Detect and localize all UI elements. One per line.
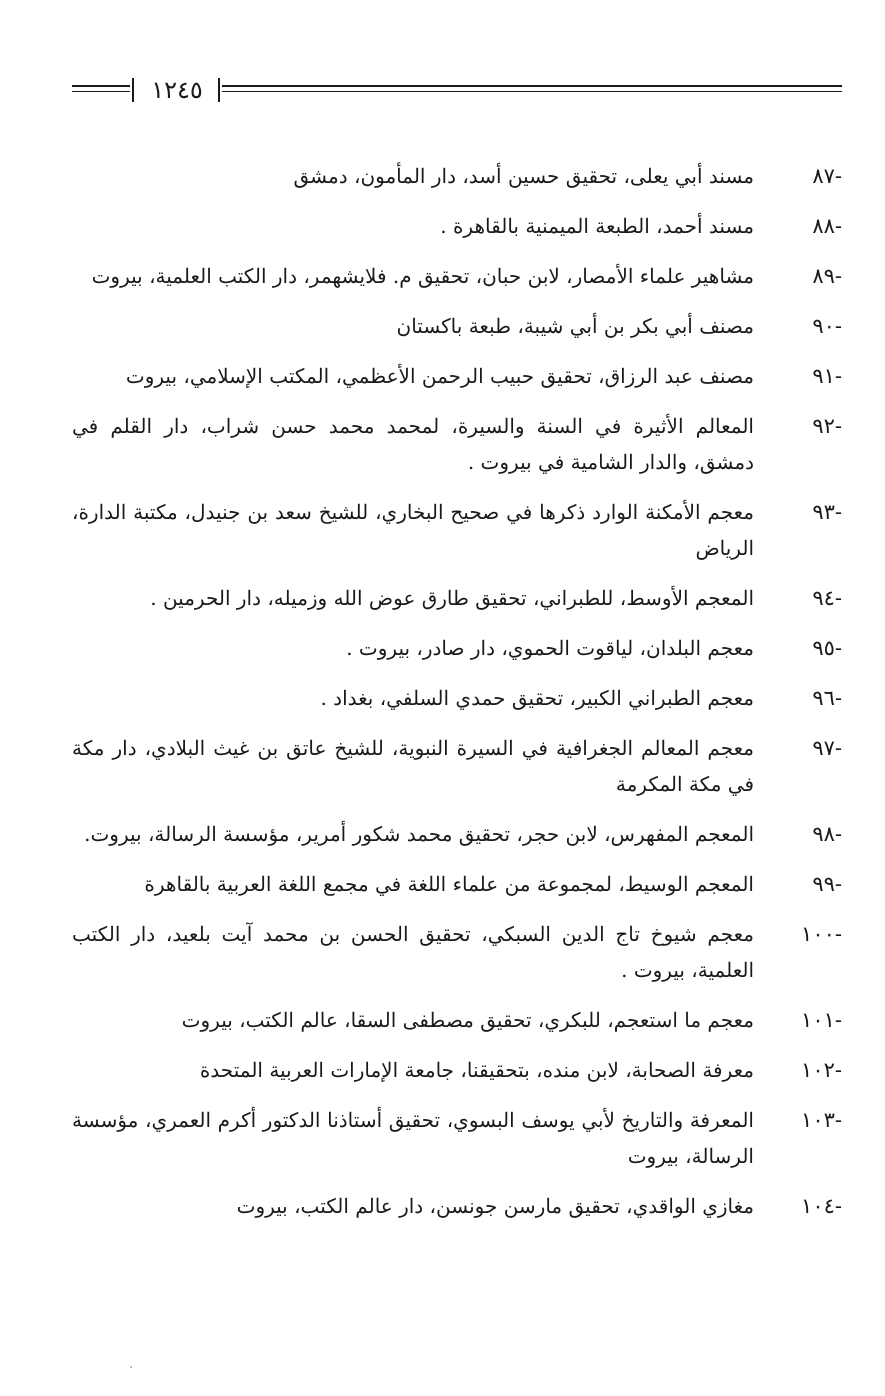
entry-text: معجم الطبراني الكبير، تحقيق حمدي السلفي، بغداد . xyxy=(320,686,754,710)
bibliography-entry xyxy=(72,358,842,394)
entry-text: معجم البلدان، لياقوت الحموي، دار صادر، بيروت . xyxy=(346,636,754,660)
entry-number: -٩٧ xyxy=(812,736,842,760)
entry-text: المعجم الأوسط، للطبراني، تحقيق طارق عوض الله وزميله، دار الحرمين . xyxy=(150,586,754,610)
bibliography-entry xyxy=(72,1188,842,1224)
page-header xyxy=(72,76,842,106)
entry-text: مصنف عبد الرزاق، تحقيق حبيب الرحمن الأعظمي، المكتب الإسلامي، بيروت xyxy=(125,364,754,388)
entry-number: -٩٤ xyxy=(812,586,842,610)
bibliography-entry xyxy=(72,1102,842,1174)
bibliography-entry xyxy=(72,1052,842,1088)
entry-number: -١٠٢ xyxy=(801,1058,842,1082)
bibliography-entry xyxy=(72,408,842,480)
entry-text: المعجم المفهرس، لابن حجر، تحقيق محمد شكور أمرير، مؤسسة الرسالة، بيروت. xyxy=(84,822,754,846)
header-left-rule-top xyxy=(72,85,130,87)
entry-text: المعجم الوسيط، لمجموعة من علماء اللغة في مجمع اللغة العربية بالقاهرة xyxy=(144,872,754,896)
header-right-rule-bottom xyxy=(222,91,842,92)
bibliography-entry xyxy=(72,580,842,616)
header-left-bar xyxy=(132,78,134,102)
entry-text: مشاهير علماء الأمصار، لابن حبان، تحقيق م. فلايشهمر، دار الكتب العلمية، بيروت xyxy=(91,264,754,288)
header-right-rule-top xyxy=(222,85,842,87)
entry-number: -٨٧ xyxy=(812,164,842,188)
entry-number: -٨٨ xyxy=(812,214,842,238)
entry-number: -٩٦ xyxy=(812,686,842,710)
bibliography-entry xyxy=(72,630,842,666)
entry-number: -٩٣ xyxy=(812,500,842,524)
entry-number: -٩٢ xyxy=(812,414,842,438)
entry-text: مسند أحمد، الطبعة الميمنية بالقاهرة . xyxy=(440,214,754,238)
entry-text: معجم المعالم الجغرافية في السيرة النبوية، للشيخ عاتق بن غيث البلادي، دار مكة في مكة المكرمة xyxy=(72,736,754,796)
entry-text: مصنف أبي بكر بن أبي شيبة، طبعة باكستان xyxy=(396,314,754,338)
page-speck xyxy=(130,1366,132,1368)
bibliography-entry xyxy=(72,866,842,902)
bibliography-entry xyxy=(72,680,842,716)
bibliography-list xyxy=(72,158,842,1238)
page-number: ١٢٤٥ xyxy=(151,76,203,104)
entry-number: -٩٥ xyxy=(812,636,842,660)
bibliography-entry xyxy=(72,258,842,294)
entry-number: -٩٨ xyxy=(812,822,842,846)
entry-text: مغازي الواقدي، تحقيق مارسن جونسن، دار عالم الكتب، بيروت xyxy=(236,1194,754,1218)
bibliography-entry xyxy=(72,308,842,344)
bibliography-entry xyxy=(72,1002,842,1038)
header-left-rule-bottom xyxy=(72,91,130,92)
entry-text: المعالم الأثيرة في السنة والسيرة، لمحمد محمد حسن شراب، دار القلم في دمشق، والدار الشامية في بيروت . xyxy=(72,414,754,474)
entry-text: معجم ما استعجم، للبكري، تحقيق مصطفى السقا، عالم الكتب، بيروت xyxy=(181,1008,754,1032)
entry-number: -٨٩ xyxy=(812,264,842,288)
entry-text: معرفة الصحابة، لابن منده، بتحقيقنا، جامعة الإمارات العربية المتحدة xyxy=(199,1058,754,1082)
bibliography-entry xyxy=(72,916,842,988)
bibliography-entry xyxy=(72,730,842,802)
entry-number: -٩٩ xyxy=(812,872,842,896)
bibliography-entry xyxy=(72,494,842,566)
bibliography-entry xyxy=(72,208,842,244)
entry-number: -٩٠ xyxy=(812,314,842,338)
entry-text: المعرفة والتاريخ لأبي يوسف البسوي، تحقيق أستاذنا الدكتور أكرم العمري، مؤسسة الرسالة، بيروت xyxy=(72,1108,754,1168)
entry-text: مسند أبي يعلى، تحقيق حسين أسد، دار المأمون، دمشق xyxy=(293,164,754,188)
entry-text: معجم الأمكنة الوارد ذكرها في صحيح البخاري، للشيخ سعد بن جنيدل، مكتبة الدارة، الرياض xyxy=(72,500,754,560)
entry-number: -١٠٤ xyxy=(801,1194,842,1218)
entry-number: -١٠٣ xyxy=(801,1108,842,1132)
header-right-bar xyxy=(218,78,220,102)
entry-number: -١٠١ xyxy=(801,1008,842,1032)
bibliography-entry xyxy=(72,816,842,852)
entry-number: -٩١ xyxy=(812,364,842,388)
entry-text: معجم شيوخ تاج الدين السبكي، تحقيق الحسن بن محمد آيت بلعيد، دار الكتب العلمية، بيروت . xyxy=(72,922,754,982)
bibliography-entry xyxy=(72,158,842,194)
entry-number: -١٠٠ xyxy=(801,922,842,946)
